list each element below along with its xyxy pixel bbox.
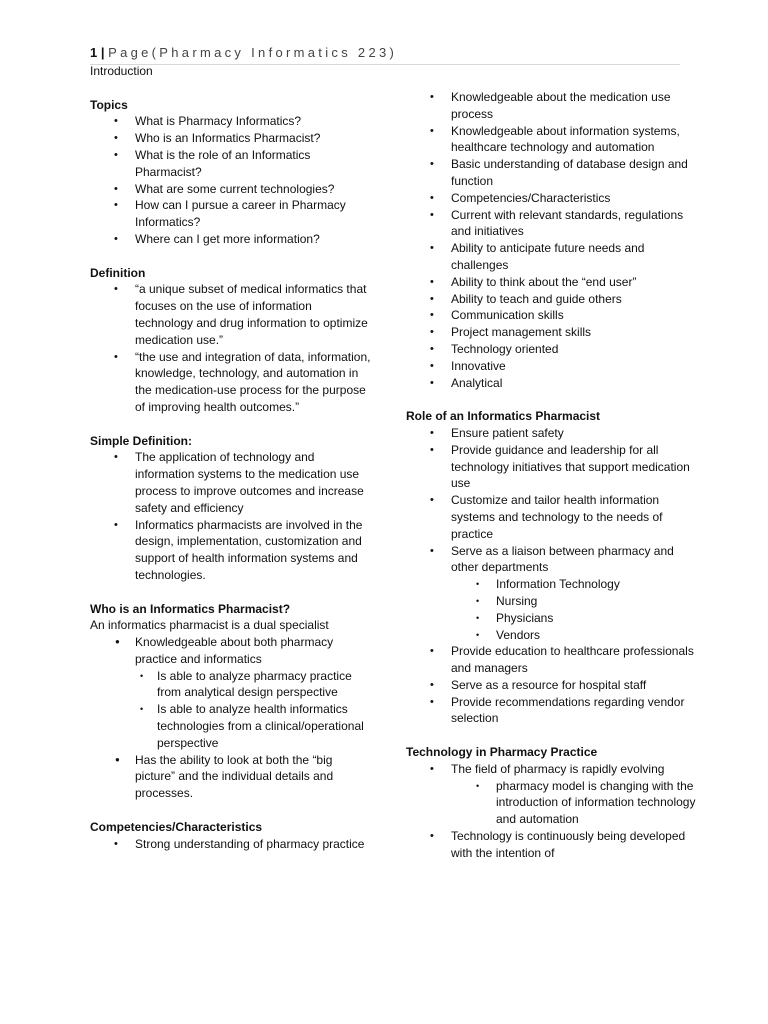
list-item: • “the use and integration of data, information, knowledge, technology, and automation in the medication-use process for the purpose of improving health outcomes.” <box>90 349 372 416</box>
sub-list <box>451 576 696 643</box>
page-number: 1 <box>90 45 98 60</box>
who-list <box>90 634 372 802</box>
topics-heading: Topics <box>90 97 128 112</box>
technology-heading: Technology in Pharmacy Practice <box>406 745 598 760</box>
list-item: • Knowledgeable about the medication use process <box>406 89 696 123</box>
list-item: • Basic understanding of database design and function <box>406 156 696 190</box>
list-item: • Provide recommendations regarding vendor selection <box>406 694 696 728</box>
list-item: • Competencies/Characteristics <box>406 190 696 207</box>
list-item: • Serve as a resource for hospital staff <box>406 677 696 694</box>
left-column <box>90 63 372 852</box>
simple-definition-heading: Simple Definition: <box>90 433 192 448</box>
competencies-continued-list <box>406 89 696 391</box>
list-item: • What is Pharmacy Informatics? <box>90 113 372 130</box>
role-heading: Role of an Informatics Pharmacist <box>406 409 601 424</box>
list-item: • Analytical <box>406 375 696 392</box>
competencies-heading: Competencies/Characteristics <box>90 819 263 834</box>
list-item: • Ensure patient safety <box>406 425 696 442</box>
list-item-text: Serve as a liaison between pharmacy and other departments <box>451 543 674 575</box>
sub-list <box>135 668 372 752</box>
list-item: • Ability to think about the “end user” <box>406 274 696 291</box>
list-item: • Customize and tailor health information systems and technology to the needs of practice <box>406 492 696 542</box>
definition-heading: Definition <box>90 265 146 280</box>
simple-definition-list <box>90 449 372 583</box>
list-item: • Technology oriented <box>406 341 696 358</box>
list-item: • Who is an Informatics Pharmacist? <box>90 130 372 147</box>
sub-list-item: • Vendors <box>451 627 696 644</box>
list-item: • Communication skills <box>406 307 696 324</box>
list-item: • Where can I get more information? <box>90 231 372 248</box>
list-item: • What are some current technologies? <box>90 181 372 198</box>
list-item <box>406 761 696 828</box>
list-item: ● Has the ability to look at both the “big picture” and the individual details and processes. <box>90 752 372 802</box>
sub-list-item: • pharmacy model is changing with the introduction of information technology and automation <box>451 778 696 828</box>
header-separator: | <box>97 45 109 60</box>
who-subtitle: An informatics pharmacist is a dual specialist <box>90 618 329 633</box>
list-item: • Technology is continuously being developed with the intention of <box>406 828 696 862</box>
list-item: • Provide guidance and leadership for all technology initiatives that support medication use <box>406 442 696 492</box>
list-item: • Project management skills <box>406 324 696 341</box>
list-item: • Informatics pharmacists are involved in the design, implementation, customization and support of health information systems and technologies. <box>90 517 372 584</box>
sub-list-item: • Information Technology <box>451 576 696 593</box>
list-item: • Innovative <box>406 358 696 375</box>
page-label: Page(Pharmacy Informatics 223) <box>108 45 398 60</box>
list-item: • What is the role of an Informatics Pharmacist? <box>90 147 372 181</box>
list-item: • The application of technology and information systems to the medication use process to improve outcomes and increase safety and efficiency <box>90 449 372 516</box>
right-column <box>406 89 696 862</box>
role-list <box>406 425 696 727</box>
list-item-text: The field of pharmacy is rapidly evolving <box>451 761 665 776</box>
page-header <box>90 45 680 65</box>
list-item: • How can I pursue a career in Pharmacy Informatics? <box>90 197 372 231</box>
sub-list-item: • Is able to analyze health informatics technologies from a clinical/operational perspective <box>135 701 372 751</box>
sub-list-item: • Physicians <box>451 610 696 627</box>
list-item: • “a unique subset of medical informatics that focuses on the use of information technology and drug information to optimize medication use.” <box>90 281 372 348</box>
list-item <box>90 634 372 752</box>
definition-list <box>90 281 372 415</box>
who-heading: Who is an Informatics Pharmacist? <box>90 601 291 616</box>
sub-list-item: • Nursing <box>451 593 696 610</box>
competencies-list <box>90 836 372 853</box>
list-item: • Provide education to healthcare professionals and managers <box>406 643 696 677</box>
topics-list <box>90 113 372 247</box>
list-item <box>406 543 696 644</box>
introduction-heading: Introduction <box>90 64 153 78</box>
sub-list-item: • Is able to analyze pharmacy practice from analytical design perspective <box>135 668 372 702</box>
list-item: • Ability to anticipate future needs and challenges <box>406 240 696 274</box>
list-item: • Knowledgeable about information systems, healthcare technology and automation <box>406 123 696 157</box>
sub-list <box>451 778 696 828</box>
list-item-text: Knowledgeable about both pharmacy practice and informatics <box>135 635 334 666</box>
list-item: • Ability to teach and guide others <box>406 291 696 308</box>
list-item: • Strong understanding of pharmacy practice <box>90 836 372 853</box>
list-item: • Current with relevant standards, regulations and initiatives <box>406 207 696 241</box>
technology-list <box>406 761 696 862</box>
